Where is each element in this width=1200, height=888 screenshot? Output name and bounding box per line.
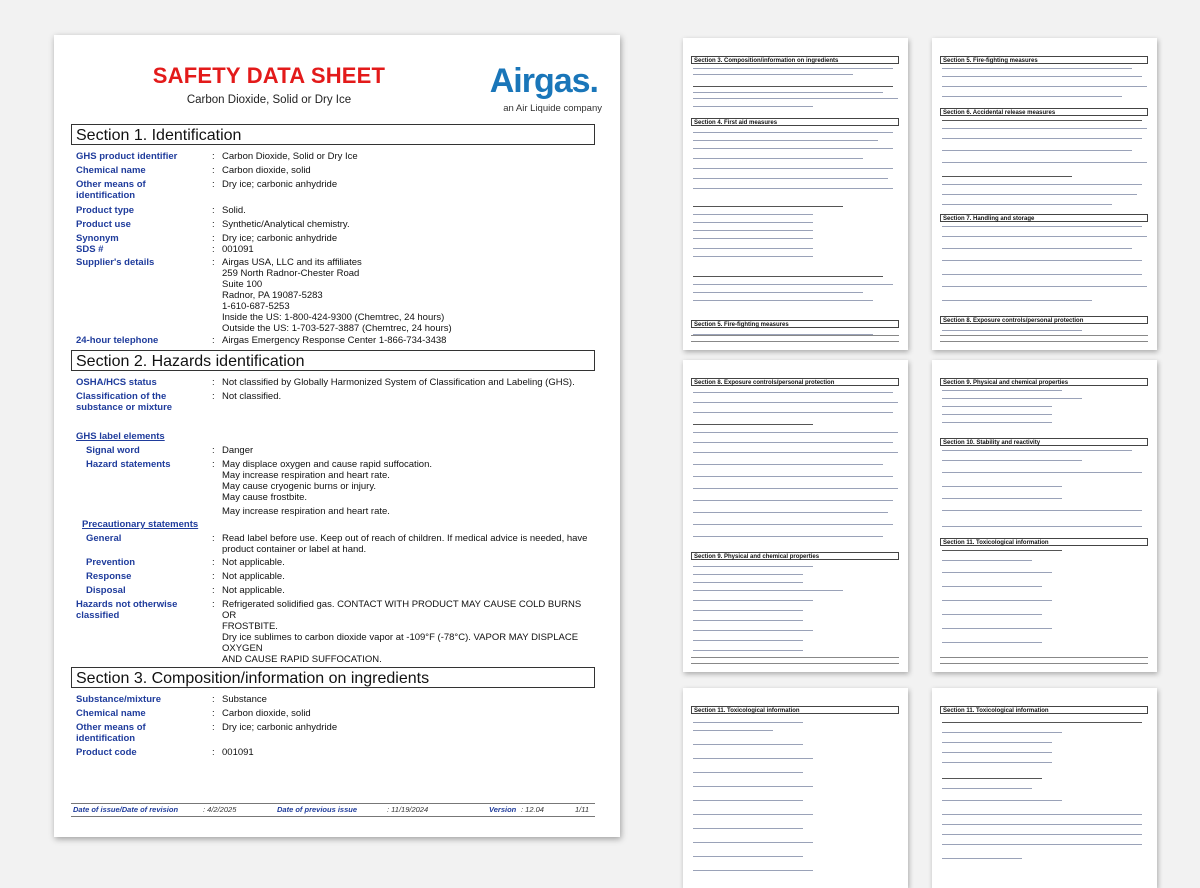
field-label: GHS product identifier [76,151,178,162]
field-value: Synthetic/Analytical chemistry. [222,219,350,230]
thumb-section-header: Section 11. Toxicological information [940,706,1148,714]
field-label: Chemical name [76,165,146,176]
field-label: Substance/mixture [76,694,161,705]
field-label: Product code [76,747,137,758]
hnoc-line: OR [222,610,237,621]
thumb-section-header: Section 7. Handling and storage [940,214,1148,222]
hnoc-line: FROSTBITE. [222,621,278,632]
field-value: Dry ice; carbonic anhydride [222,179,338,190]
thumb-section-header: Section 5. Fire-fighting measures [691,320,899,328]
field-label: Other means of identification [76,722,146,744]
field-label: Product type [76,205,135,216]
field-label: SDS # [76,244,104,255]
field-value: Not applicable. [222,571,285,582]
precautionary-statements-heading: Precautionary statements [82,519,199,530]
hazard-lines [222,459,597,517]
thumb-section-header: Section 3. Composition/information on ingredients [691,56,899,64]
field-label: General [86,533,122,544]
thumbnail-page-5[interactable] [932,360,1157,672]
hnoc-line: OXYGEN [222,643,263,654]
hazard-line: May increase respiration and heart rate. [222,470,390,481]
field-label: Prevention [86,557,136,568]
hazard-line: May cause cryogenic burns or injury. [222,481,376,492]
field-value: Solid. [222,205,246,216]
field-label: Synonym [76,233,119,244]
field-value: Airgas Emergency Response Center 1-866-734-3438 [222,335,447,346]
field-value: Substance [222,694,267,705]
field-label: OSHA/HCS status [76,377,157,388]
thumb-section-header: Section 4. First aid measures [691,118,899,126]
section-2-header: Section 2. Hazards identification [71,350,595,371]
thumbnail-page-6[interactable] [683,688,908,888]
field-value: Read label before use. Keep out of reach of children. If medical advice is needed, have product container or label at hand. [222,533,588,555]
thumb-section-header: Section 11. Toxicological information [691,706,899,714]
hnoc-lines [222,599,597,665]
supplier-line: Outside the US: 1-703-527-3887 (Chemtrec, 24 hours) [222,323,452,334]
field-value: Dry ice; carbonic anhydride [222,722,338,733]
field-label: Product use [76,219,131,230]
product-subtitle: Carbon Dioxide, Solid or Dry Ice [186,94,352,106]
thumb-section-header: Section 11. Toxicological information [940,538,1148,546]
airgas-logo [489,62,602,119]
field-label: Other means of identification [76,179,146,201]
field-value: 001091 [222,244,254,255]
field-value: Danger [222,445,254,456]
thumbnail-page-2[interactable] [683,38,908,350]
issue-date-label: Date of issue/Date of revision [73,805,179,814]
field-label: Classification of the substance or mixture [76,391,173,413]
field-value: Carbon dioxide, solid [222,708,311,719]
field-value: Not applicable. [222,585,285,596]
field-label: Supplier's details [76,257,155,268]
field-value: 001091 [222,747,254,758]
thumb-section-header: Section 8. Exposure controls/personal protection [691,378,899,386]
field-value: Carbon dioxide, solid [222,165,311,176]
supplier-lines [222,257,597,334]
field-label: Chemical name [76,708,146,719]
ghs-label-elements-heading: GHS label elements [76,431,165,442]
field-value: Not classified by Globally Harmonized System of Classification and Labeling (GHS). [222,377,575,388]
issue-date-value: : 4/2/2025 [203,805,237,814]
thumb-section-header: Section 8. Exposure controls/personal protection [940,316,1148,324]
thumbnail-page-3[interactable] [932,38,1157,350]
logo-wordmark: Airgas. [489,62,598,100]
hazard-line: May displace oxygen and cause rapid suffocation. [222,459,433,470]
supplier-line: 259 North Radnor-Chester Road [222,268,360,279]
page-number: 1/11 [575,805,590,814]
document-title: SAFETY DATA SHEET [152,63,386,88]
thumb-section-header: Section 9. Physical and chemical properties [940,378,1148,386]
thumbnail-page-7[interactable] [932,688,1157,888]
thumbnail-page-4[interactable] [683,360,908,672]
sds-page-1: SAFETY DATA SHEET Carbon Dioxide, Solid or Dry Ice Airgas. an Air Liquide company Section 1. Identification GHS product identifier : Carbon Dioxide, Solid or Dry Ice Chemical name : Carbon dioxide, solid Other means of identification : Dry ice; carbonic anhydride Product type : Solid. Product use : Synthetic/Analytical chemistry. Synonym : Dry ice; carbonic anhydride SDS # : 001091 Supplier's details : Airgas USA, LLC and its affiliates 259 North Radnor-Chester Road Suite 100 Radnor, PA 19087-5283 1-610-687-5253 Inside the US: 1-800-424-9300 (Chemtrec, 24 hours) Outside the US: 1-703-527-3887 (Chemtrec, 24 hours) 24-hour telephone : Airgas Emergency Response Center 1-866-734-3438 Section 2. Hazards identification OSHA/HCS status : Not classified by Globally Harmonized System of Classification and Labeling (GHS). Classification of the substance or mixture : Not classified. GHS label elements Signal word : Danger Hazard statements : May displace oxygen and cause rapid suffocation. May increase respiration and heart rate. May cause cryogenic burns or injury. May cause frostbite. May increase respiration and heart rate. Precautionary statements General : Read label before use. Keep out of reach of children. If medical advice is needed, have product container or label at hand. Prevention : Not applicable. Response : Not applicable. Disposal : Not applicable. Hazards not otherwise classified : Refrigerated solidified gas. CONTACT WITH PRODUCT MAY CAUSE COLD BURNS OR FROSTBITE. Dry ice sublimes to carbon dioxide vapor at -109°F (-78°C). VAPOR MAY DISPLACE OXYGEN AND CAUSE RAPID SUFFOCATION. Section 3. Composition/information on ingredients Substance/mixture : Substance Chemical name : Carbon dioxide, solid Other means of identification : Dry ice; carbonic anhydride Product code : 001091 Date of issue/Date of revision : 4/2/2025 Date of previous issue : 11/19/2024 Version : 12.04 1/11 [54,35,620,837]
hnoc-line: Dry ice sublimes to carbon dioxide vapor at -109°F (-78°C). VAPOR MAY DISPLACE [222,632,579,643]
field-label: Hazards not otherwise classified [76,599,178,621]
hnoc-line: AND CAUSE RAPID SUFFOCATION. [222,654,382,665]
field-value: Not applicable. [222,557,285,568]
section-3-header: Section 3. Composition/information on ingredients [71,667,595,688]
version-label: Version [489,805,517,814]
page-footer [71,803,595,817]
hazard-line: May cause frostbite. [222,492,308,503]
thumb-section-header: Section 9. Physical and chemical properties [691,552,899,560]
field-label: Disposal [86,585,126,596]
supplier-line: 1-610-687-5253 [222,301,290,312]
field-label: 24-hour telephone [76,335,159,346]
logo-tagline: an Air Liquide company [503,103,602,114]
field-value: Dry ice; carbonic anhydride [222,233,338,244]
field-label: Hazard statements [86,459,171,470]
field-label: Response [86,571,132,582]
version-value: : 12.04 [521,805,544,814]
supplier-line: Airgas USA, LLC and its affiliates [222,257,362,268]
thumb-section-header: Section 6. Accidental release measures [940,108,1148,116]
supplier-line: Radnor, PA 19087-5283 [222,290,323,301]
previous-issue-label: Date of previous issue [277,805,358,814]
previous-issue-value: : 11/19/2024 [387,805,429,814]
field-label: Signal word [86,445,140,456]
supplier-line: Suite 100 [222,279,263,290]
field-value: Carbon Dioxide, Solid or Dry Ice [222,151,358,162]
field-value: Not classified. [222,391,282,402]
thumb-section-header: Section 10. Stability and reactivity [940,438,1148,446]
thumb-section-header: Section 5. Fire-fighting measures [940,56,1148,64]
hnoc-line: Refrigerated solidified gas. CONTACT WITH PRODUCT MAY CAUSE COLD BURNS [222,599,582,610]
section-1-header: Section 1. Identification [71,124,595,145]
hazard-line: May increase respiration and heart rate. [222,506,390,517]
supplier-line: Inside the US: 1-800-424-9300 (Chemtrec, 24 hours) [222,312,445,323]
